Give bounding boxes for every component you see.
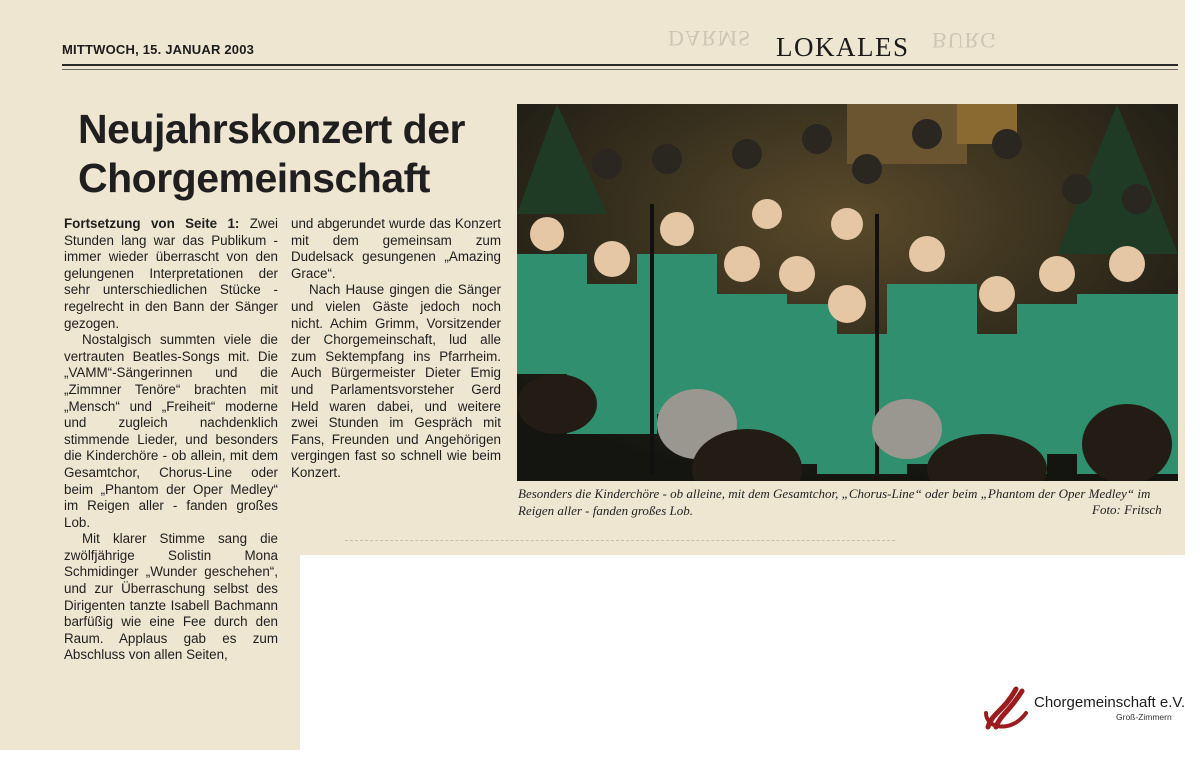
paragraph: Nach Hause gingen die Sänger und vielen Gäste jedoch noch nicht. Achim Grimm, Vorsitzender der Chorgemeinschaft, lud alle zum Sektempfang ins Pfarrheim. Auch Bürgermeister Dieter Emig und Parlamentsvorsteher Gerd Held waren dabei, und weitere zwei Stunden im Gespräch mit Fans, Freunden und Angehörigen vergingen fast so schnell wie beim Konzert.	[291, 282, 501, 480]
choir-logo-name: Chorgemeinschaft e.V.	[1034, 694, 1186, 711]
photo-caption: Besonders die Kinderchöre - ob alleine, mit dem Gesamtchor, „Chorus-Line“ oder beim „Phantom der Oper Medley“ im Reigen aller - fanden großes Lob.	[518, 486, 1151, 518]
choir-logo-icon	[982, 683, 1032, 733]
paragraph: und abgerundet wurde das Konzert mit dem gemeinsam zum Dudelsack gesungenen „Amazing Grace“.	[291, 216, 501, 281]
bleed-through-text: DARMS	[668, 26, 752, 51]
header-rule	[62, 64, 1178, 66]
header-rule-thin	[62, 69, 1178, 70]
choir-logo-place: Groß-Zimmern	[1116, 712, 1172, 722]
article-column-1	[64, 216, 278, 664]
section-title: LOKALES	[776, 32, 910, 62]
continuation-lead: Fortsetzung von Seite 1:	[64, 216, 240, 231]
paragraph-text: Zwei Stunden lang war das Publikum - immer wieder überrascht von den gelungenen Interpretationen der sehr unterschiedlichen Stücke - regelrecht in den Bann der Sänger gezogen.	[64, 216, 278, 331]
choir-photo-illustration	[517, 104, 1178, 481]
issue-date: MITTWOCH, 15. JANUAR 2003	[62, 42, 255, 57]
headline-line-1: Neujahrskonzert der	[78, 106, 465, 152]
article-column-2	[291, 216, 501, 482]
headline-line-2: Chorgemeinschaft	[78, 155, 430, 201]
paragraph	[64, 216, 278, 332]
paragraph: Mit klarer Stimme sang die zwölfjährige Solistin Mona Schmidinger „Wunder geschehen“, und zur Überraschung selbst des Dirigenten tanzte Isabell Bachmann barfüßig wie eine Fee durch den Raum. Applaus gab es zum Abschluss von allen Seiten,	[64, 531, 278, 663]
paragraph: Nostalgisch summten viele die vertrauten Beatles-Songs mit. Die „VAMM“-Sängerinnen und die „Zimmner Tenöre“ brachten mit „Mensch“ und „Freiheit“ moderne und zugleich nachdenklich stimmende Lieder, und besonders die Kinderchöre - ob allein, mit dem Gesamtchor, Chorus-Line oder beim „Phantom der Oper Medley“ im Reigen aller - fanden großes Lob.	[64, 332, 278, 530]
photo-credit: Foto: Fritsch	[1092, 502, 1162, 517]
article-headline	[78, 105, 508, 203]
bleed-through-text-right: BURG	[932, 28, 998, 53]
choir-photo	[517, 104, 1178, 481]
tear-edge	[345, 540, 895, 549]
